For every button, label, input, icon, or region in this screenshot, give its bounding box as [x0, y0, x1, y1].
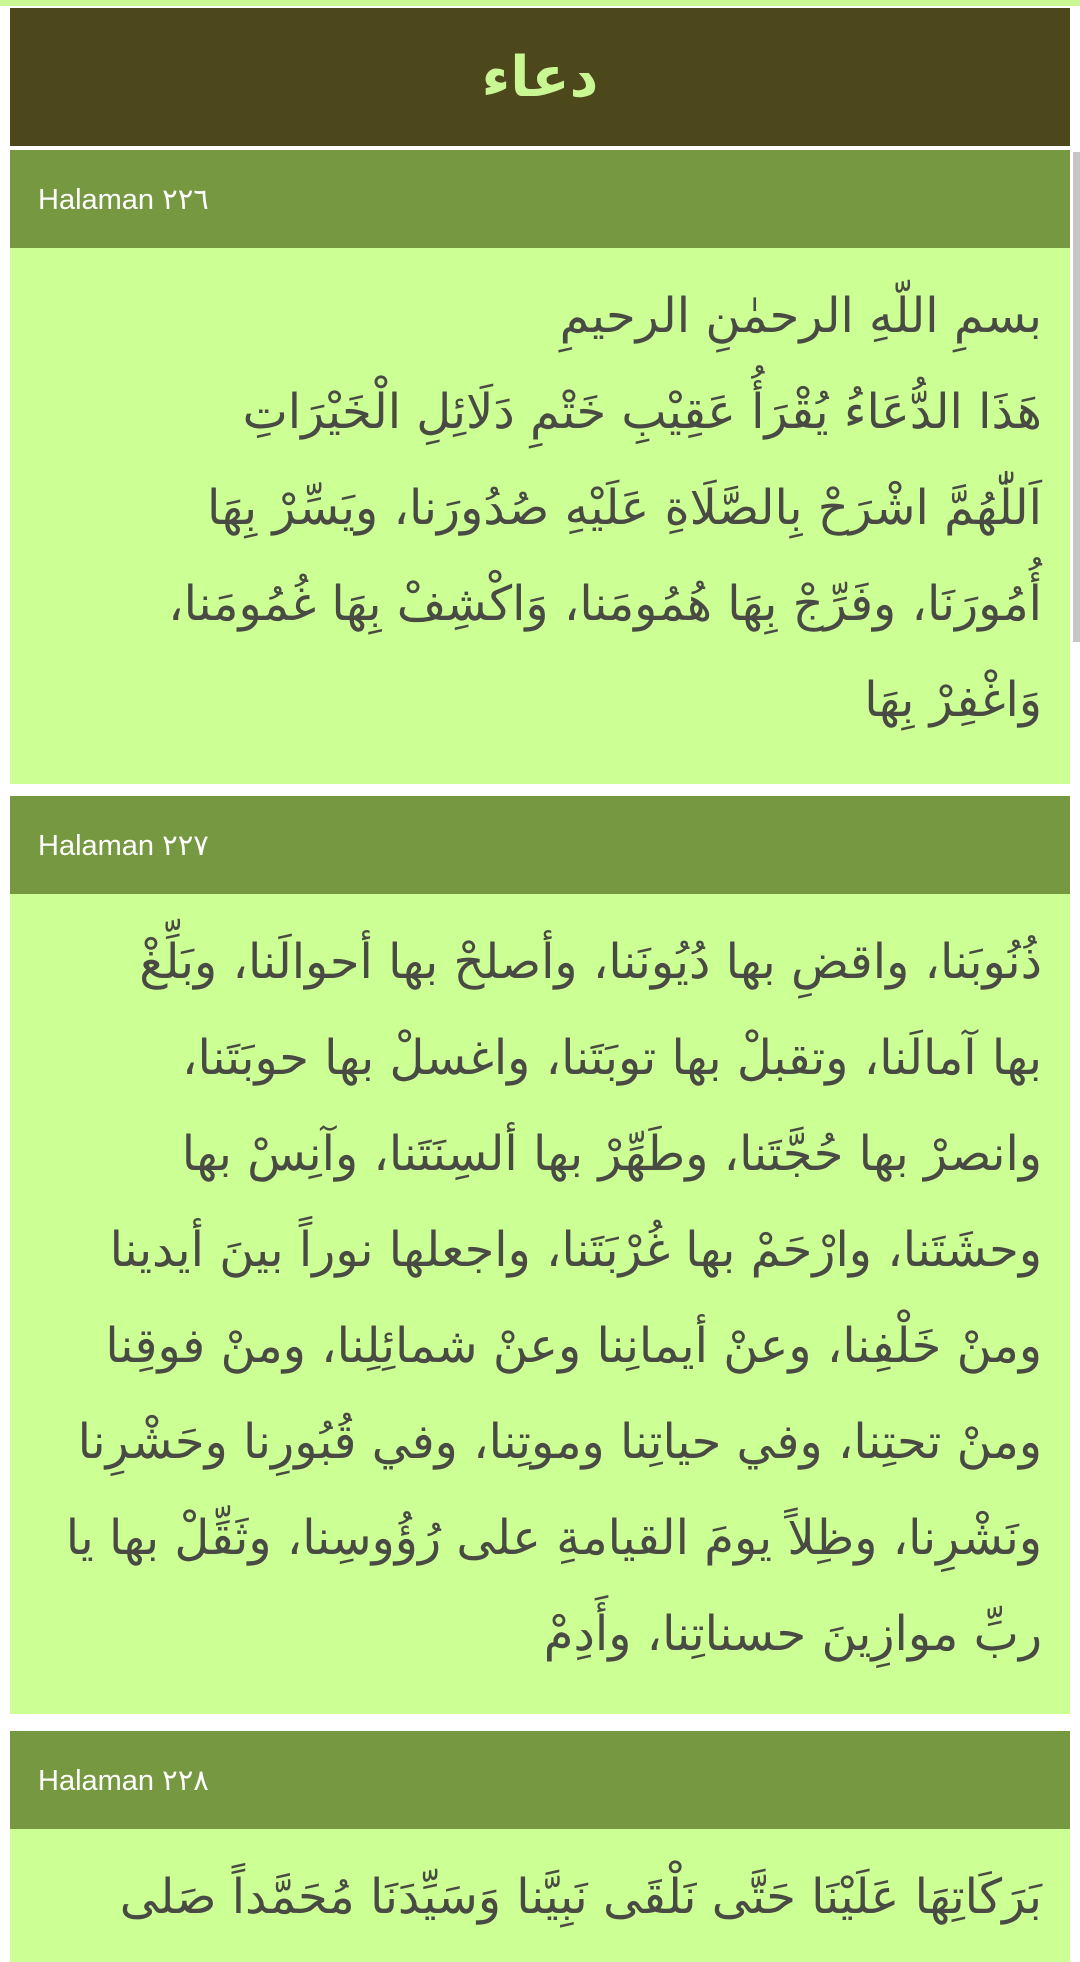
page-section-228	[10, 1731, 1070, 1962]
text-line: ربِّ موازِينَ حسناتِنا، وأَدِمْ	[543, 1606, 1042, 1662]
scrollbar[interactable]	[1073, 152, 1080, 642]
page-number-label: Halaman ٢٢٦	[38, 183, 209, 216]
text-line: هَذَا الدُّعَاءُ يُقْرَأُ عَقِيْبِ خَتْمِ دَلَائِلِ الْخَيْرَاتِ	[242, 384, 1042, 440]
page-header-228	[10, 1731, 1070, 1829]
text-line: ومنْ تحتِنا، وفي حياتِنا وموتِنا، وفي قُبُورِنا وحَشْرِنا	[77, 1414, 1042, 1470]
text-line: ونَشْرِنا، وظِلاً يومَ القيامةِ على رُؤُوسِنا، وثَقِّلْ بها يا	[65, 1510, 1042, 1566]
page-content-226	[10, 248, 1070, 784]
page-number-label: Halaman ٢٢٨	[38, 1764, 209, 1797]
page-section-226	[10, 150, 1070, 784]
page-header-227	[10, 796, 1070, 894]
page-content-227	[10, 894, 1070, 1714]
text-line: بها آمالَنا، وتقبلْ بها توبَتَنا، واغسلْ بها حوبَتَنا،	[182, 1030, 1042, 1086]
app-header	[10, 8, 1070, 146]
text-line: وانصرْ بها حُجَّتَنا، وطَهِّرْ بها ألسِنَتَنا، وآنِسْ بها	[181, 1126, 1042, 1182]
text-line: ومنْ خَلْفِنا، وعنْ أيمانِنا وعنْ شمائِلِنا، ومنْ فوقِنا	[105, 1318, 1042, 1374]
text-line: وحشَتَنا، وارْحَمْ بها غُرْبَتَنا، واجعلها نوراً بينَ أيدينا	[109, 1222, 1042, 1278]
text-line: أُمُورَنَا، وفَرِّجْ بِهَا هُمُومَنا، وَاكْشِفْ بِهَا غُمُومَنا،	[168, 576, 1042, 632]
status-strip	[0, 0, 1080, 6]
text-line: بَرَكَاتِهَا عَلَيْنَا حَتَّى نَلْقَى نَبِيَّنا وَسَيِّدَنَا مُحَمَّداً صَلى	[119, 1869, 1042, 1925]
page-section-227	[10, 796, 1070, 1714]
app-title: دعاء	[481, 44, 599, 110]
page-content-228	[10, 1829, 1070, 1962]
page-number-label: Halaman ٢٢٧	[38, 829, 209, 862]
text-line: اَللّٰهُمَّ اشْرَحْ بِالصَّلَاةِ عَلَيْهِ صُدُورَنا، ويَسِّرْ بِهَا	[206, 480, 1042, 536]
page-header-226	[10, 150, 1070, 248]
text-line: بسمِ اللّهِ الرحمٰنِ الرحيمِ	[559, 288, 1042, 344]
text-line: ذُنُوبَنا، واقضِ بها دُيُونَنا، وأصلحْ بها أحوالَنا، وبَلِّغْ	[139, 934, 1042, 990]
text-line: وَاغْفِرْ بِهَا	[864, 672, 1042, 728]
